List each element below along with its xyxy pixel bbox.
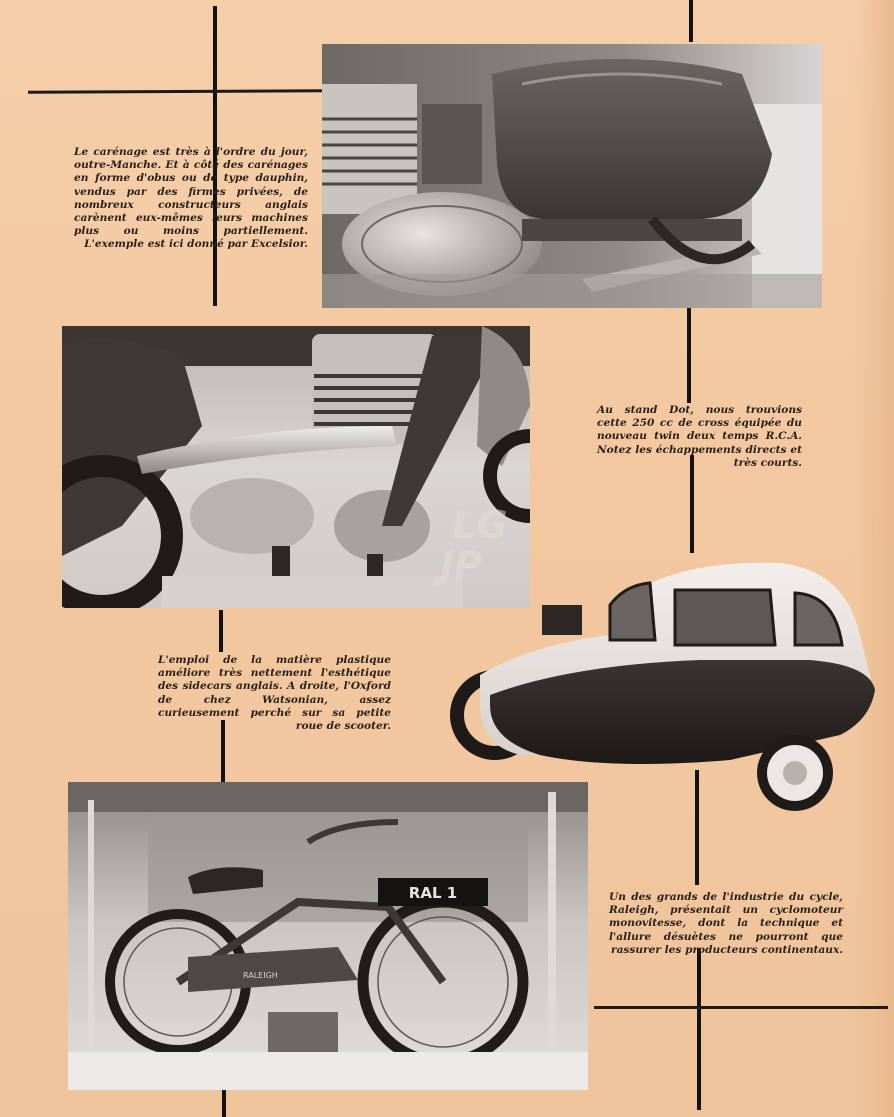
watermark-line-1: LG [452,503,508,547]
photo-excelsior-fairing [322,44,822,308]
column-rule-2 [689,0,693,42]
column-rule-9 [222,1090,226,1117]
photo-excelsior-svg [322,44,822,308]
moped-number-plate: RAL 1 [408,884,458,902]
photo-raleigh-moped [68,782,588,1090]
caption-raleigh: Un des grands de l'industrie du cycle, Raleigh, présentait un cyclomoteur monovitesse, dont la technique et l'allure désuètes ne pourront que rassurer les producteurs continentaux. [609,891,843,956]
caption-watsonian: L'emploi de la matière plastique améliore très nettement l'esthétique des sidecars anglais. A droite, l'Oxford de chez Watsonian, assez curieusement perché sur sa petite roue de scooter. [158,654,391,733]
watermark-logo [390,505,520,605]
column-rule-3 [687,308,691,403]
watermark-line-2: JP [440,543,482,587]
column-rule-5 [219,610,223,652]
caption-excelsior: Le carénage est très à l'ordre du jour, outre-Manche. Et à côté des carénages en forme d'obus ou de type dauphin, vendus par des firmes privées, de nombreux constructeurs anglais carènent eux-mêmes leurs machines plus ou moins partiellement. L'exemple est ici donné par Excelsior. [74,146,308,251]
caption-dot: Au stand Dot, nous trouvions cette 250 cc de cross équipée du nouveau twin deux temps R.C.A. Notez les échappements directs et très courts. [597,404,802,469]
moped-frame-brand: RALEIGH [243,971,278,980]
row-rule-2 [594,1006,888,1009]
row-rule-1 [28,89,324,94]
column-rule-8 [697,948,701,1110]
photo-raleigh-svg [68,782,588,1090]
